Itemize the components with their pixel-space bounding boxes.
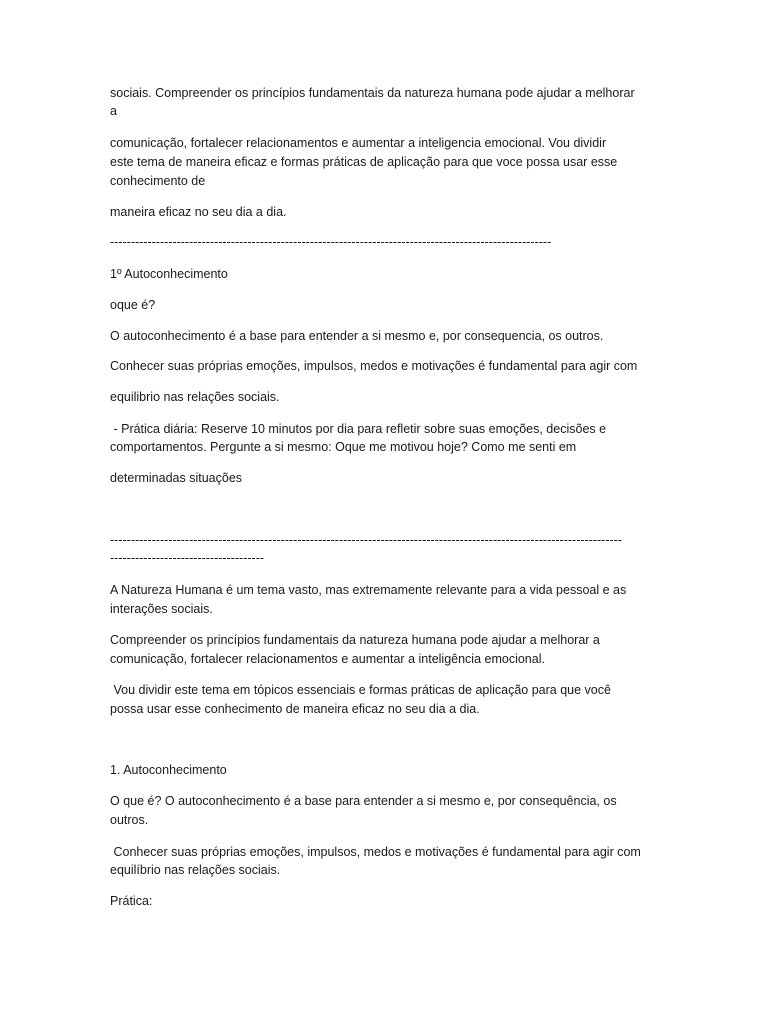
paragraph-line: interações sociais.	[110, 602, 213, 616]
paragraph-line: outros.	[110, 813, 149, 827]
paragraph-line: Prática:	[110, 894, 153, 908]
paragraph-line: comportamentos. Pergunte a si mesmo: Oque me motivou hoje? Como me senti em	[110, 440, 577, 454]
paragraph-line: O autoconhecimento é a base para entender a si mesmo e, por consequencia, os outros.	[110, 329, 604, 343]
separator-line: -------------------------------------	[110, 551, 265, 565]
paragraph-line: Vou dividir este tema em tópicos essenciais e formas práticas de aplicação para que você	[110, 683, 611, 697]
question-line: oque é?	[110, 298, 156, 312]
separator-line: ----------------------------------------------------------------------------------------------------------	[110, 235, 552, 249]
separator-line: ---------------------------------------------------------------------------------------------------------------------------	[110, 533, 622, 547]
paragraph-line: a	[110, 104, 117, 118]
section-heading: 1º Autoconhecimento	[110, 267, 228, 281]
paragraph-line: equilíbrio nas relações sociais.	[110, 863, 281, 877]
paragraph-line: sociais. Compreender os princípios fundamentais da natureza humana pode ajudar a melhorar	[110, 86, 635, 100]
paragraph-line: possa usar esse conhecimento de maneira eficaz no seu dia a dia.	[110, 702, 480, 716]
paragraph-line: determinadas situações	[110, 471, 243, 485]
paragraph-line: equilibrio nas relações sociais.	[110, 390, 280, 404]
paragraph-line: maneira eficaz no seu dia a dia.	[110, 205, 287, 219]
paragraph-line: conhecimento de	[110, 174, 206, 188]
section-heading: 1. Autoconhecimento	[110, 763, 227, 777]
paragraph-line: comunicação, fortalecer relacionamentos e aumentar a inteligência emocional.	[110, 652, 545, 666]
paragraph-line: O que é? O autoconhecimento é a base para entender a si mesmo e, por consequência, os	[110, 794, 617, 808]
paragraph-line: A Natureza Humana é um tema vasto, mas extremamente relevante para a vida pessoal e as	[110, 583, 627, 597]
paragraph-line: comunicação, fortalecer relacionamentos e aumentar a inteligencia emocional. Vou dividir	[110, 136, 607, 150]
paragraph-line: - Prática diária: Reserve 10 minutos por dia para refletir sobre suas emoções, decisões e	[110, 422, 607, 436]
paragraph-line: Conhecer suas próprias emoções, impulsos, medos e motivações é fundamental para agir com	[110, 845, 641, 859]
paragraph-line: Compreender os princípios fundamentais da natureza humana pode ajudar a melhorar a	[110, 633, 600, 647]
paragraph-line: este tema de maneira eficaz e formas práticas de aplicação para que voce possa usar esse	[110, 155, 618, 169]
paragraph-line: Conhecer suas próprias emoções, impulsos, medos e motivações é fundamental para agir com	[110, 359, 638, 373]
